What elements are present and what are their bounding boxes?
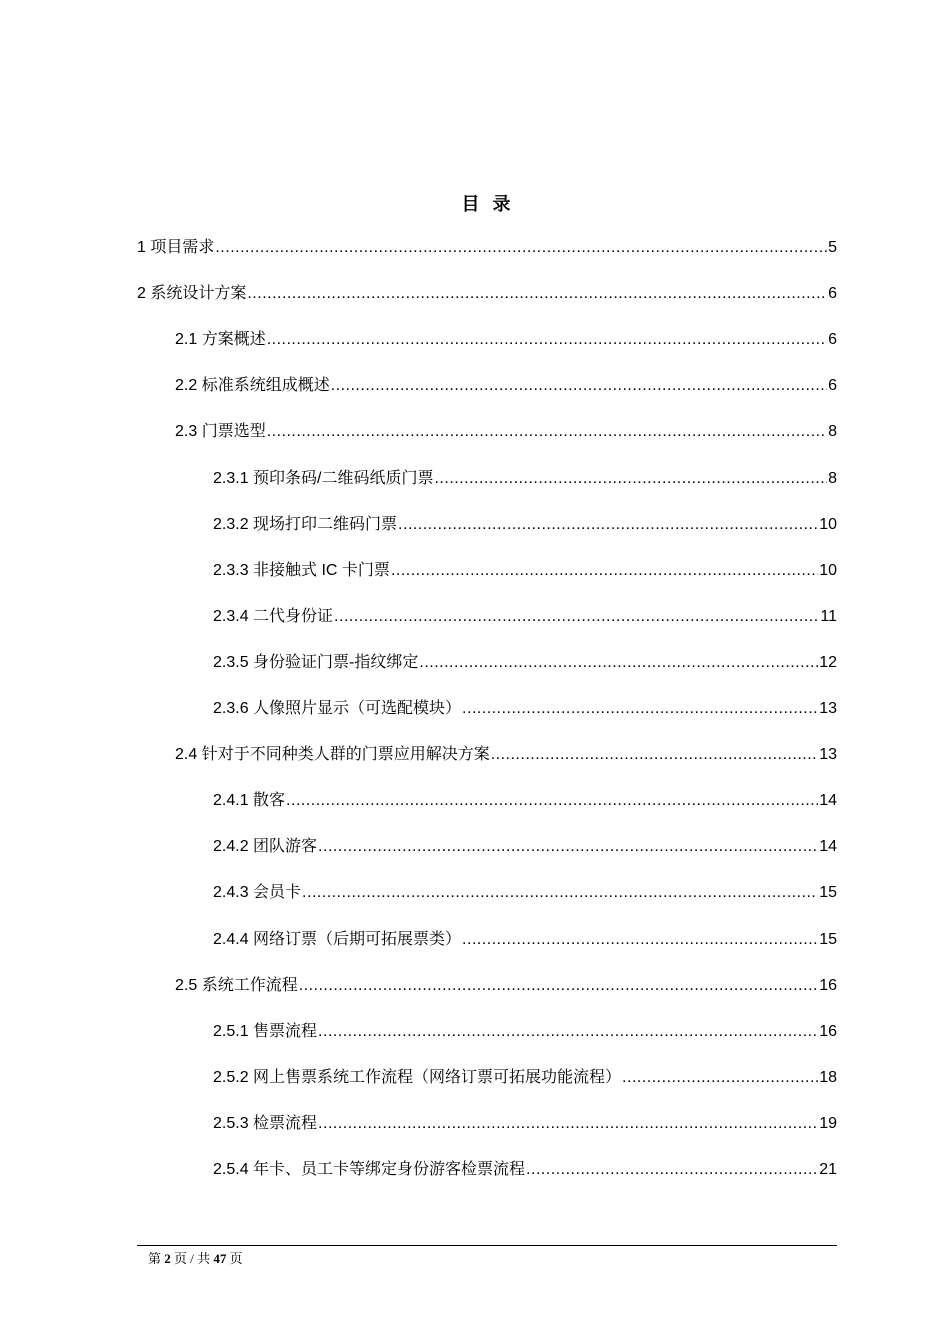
toc-dot-leader [622, 1066, 818, 1090]
toc-entry[interactable] [175, 743, 837, 767]
toc-entry[interactable] [213, 1158, 837, 1182]
footer-current-page: 2 [164, 1251, 171, 1266]
toc-entry-page-number: 16 [819, 976, 837, 994]
toc-entry-page-number: 12 [819, 653, 837, 671]
toc-entry-title: 2.4.2 团队游客 [213, 838, 318, 856]
toc-entry-page-number: 13 [819, 700, 837, 717]
toc-entry-title: 2.3.6 人像照片显示（可选配模块） [213, 700, 462, 717]
footer-prefix: 第 [148, 1251, 165, 1266]
toc-entry[interactable] [175, 374, 837, 398]
toc-dot-leader [267, 328, 827, 352]
toc-entry[interactable] [137, 282, 837, 306]
toc-dot-leader [331, 374, 827, 398]
toc-entry-title: 2.2 标准系统组成概述 [175, 377, 330, 395]
toc-entry-title: 2.3 门票选型 [175, 423, 266, 441]
toc-entry-title: 2.4.1 散客 [213, 792, 286, 810]
toc-dot-leader [419, 651, 818, 675]
toc-entry-page-number: 10 [819, 515, 837, 533]
toc-entry-page-number: 5 [828, 239, 837, 256]
toc-entry-title: 2.3.2 现场打印二维码门票 [213, 515, 398, 533]
toc-entry-page-number: 14 [819, 838, 837, 856]
toc-entry[interactable] [213, 513, 837, 537]
toc-entry-title: 2.4.4 网络订票（后期可拓展票类） [213, 930, 462, 948]
toc-entry[interactable] [213, 467, 837, 491]
toc-entry[interactable] [175, 974, 837, 998]
footer-middle: 页 / 共 [170, 1251, 214, 1266]
toc-entry-page-number: 15 [819, 884, 837, 902]
toc-dot-leader [391, 559, 818, 583]
toc-entry[interactable] [213, 881, 837, 905]
toc-entry[interactable] [213, 928, 837, 952]
toc-entry-title: 2.5.4 年卡、员工卡等绑定身份游客检票流程 [213, 1161, 526, 1178]
toc-entry-title: 2.4.3 会员卡 [213, 884, 302, 902]
toc-entry-page-number: 10 [819, 561, 837, 579]
toc-entry-title: 2 系统设计方案 [137, 285, 247, 303]
toc-entry[interactable] [213, 789, 837, 813]
toc-title: 目 录 [461, 194, 515, 214]
toc-dot-leader [215, 236, 827, 260]
toc-entry-page-number: 11 [820, 607, 837, 625]
toc-entry[interactable] [213, 605, 837, 629]
toc-dot-leader [526, 1158, 818, 1182]
footer-suffix: 页 [226, 1251, 243, 1266]
toc-entry[interactable] [213, 1020, 837, 1044]
toc-entry[interactable] [175, 420, 837, 444]
toc-entry[interactable] [213, 697, 837, 721]
toc-dot-leader [286, 789, 818, 813]
toc-entry-title: 1 项目需求 [137, 239, 215, 256]
toc-dot-leader [334, 605, 819, 629]
footer-total-pages: 47 [213, 1251, 227, 1266]
toc-dot-leader [318, 835, 818, 859]
toc-dot-leader [491, 743, 819, 767]
toc-entry-title: 2.3.3 非接触式 IC 卡门票 [213, 561, 390, 579]
toc-entry-page-number: 8 [828, 423, 837, 441]
toc-entry-page-number: 19 [819, 1114, 837, 1132]
toc-entry-page-number: 16 [819, 1022, 837, 1040]
toc-entry[interactable] [213, 835, 837, 859]
toc-dot-leader [434, 467, 827, 491]
toc-dot-leader [462, 928, 818, 952]
toc-entry-title: 2.4 针对于不同种类人群的门票应用解决方案 [175, 746, 490, 764]
toc-dot-leader [247, 282, 827, 306]
toc-entry[interactable] [175, 328, 837, 352]
toc-entry[interactable] [213, 1112, 837, 1136]
toc-dot-leader [299, 974, 819, 998]
toc-entry-title: 2.3.1 预印条码/二维码纸质门票 [213, 469, 434, 487]
toc-entry-title: 2.5.1 售票流程 [213, 1022, 318, 1040]
toc-dot-leader [398, 513, 818, 537]
toc-entry[interactable] [137, 236, 837, 260]
toc-entry-title: 2.5.2 网上售票系统工作流程（网络订票可拓展功能流程） [213, 1068, 622, 1086]
toc-entry-title: 2.3.4 二代身份证 [213, 607, 334, 625]
toc-entry-page-number: 18 [819, 1068, 837, 1086]
toc-entry-title: 2.1 方案概述 [175, 331, 266, 349]
toc-entry-page-number: 6 [828, 285, 837, 303]
toc-entry-page-number: 8 [828, 469, 837, 487]
toc-entry-page-number: 21 [819, 1161, 837, 1178]
toc-dot-leader [267, 420, 827, 444]
toc-entry-page-number: 15 [819, 930, 837, 948]
toc-entry-title: 2.5.3 检票流程 [213, 1114, 318, 1132]
toc-dot-leader [302, 881, 818, 905]
toc-entry[interactable] [213, 651, 837, 675]
toc-entry[interactable] [213, 559, 837, 583]
toc-entry-page-number: 13 [819, 746, 837, 764]
toc-entry-page-number: 6 [828, 331, 837, 349]
page-footer [148, 1248, 243, 1267]
footer-divider [137, 1245, 837, 1246]
toc-entry-title: 2.3.5 身份验证门票-指纹绑定 [213, 653, 419, 671]
toc-entry-title: 2.5 系统工作流程 [175, 976, 298, 994]
toc-dot-leader [318, 1112, 818, 1136]
toc-dot-leader [462, 697, 818, 721]
toc-entry-page-number: 14 [819, 792, 837, 810]
toc-dot-leader [318, 1020, 818, 1044]
toc-entry-page-number: 6 [828, 377, 837, 395]
toc-entry[interactable] [213, 1066, 837, 1090]
